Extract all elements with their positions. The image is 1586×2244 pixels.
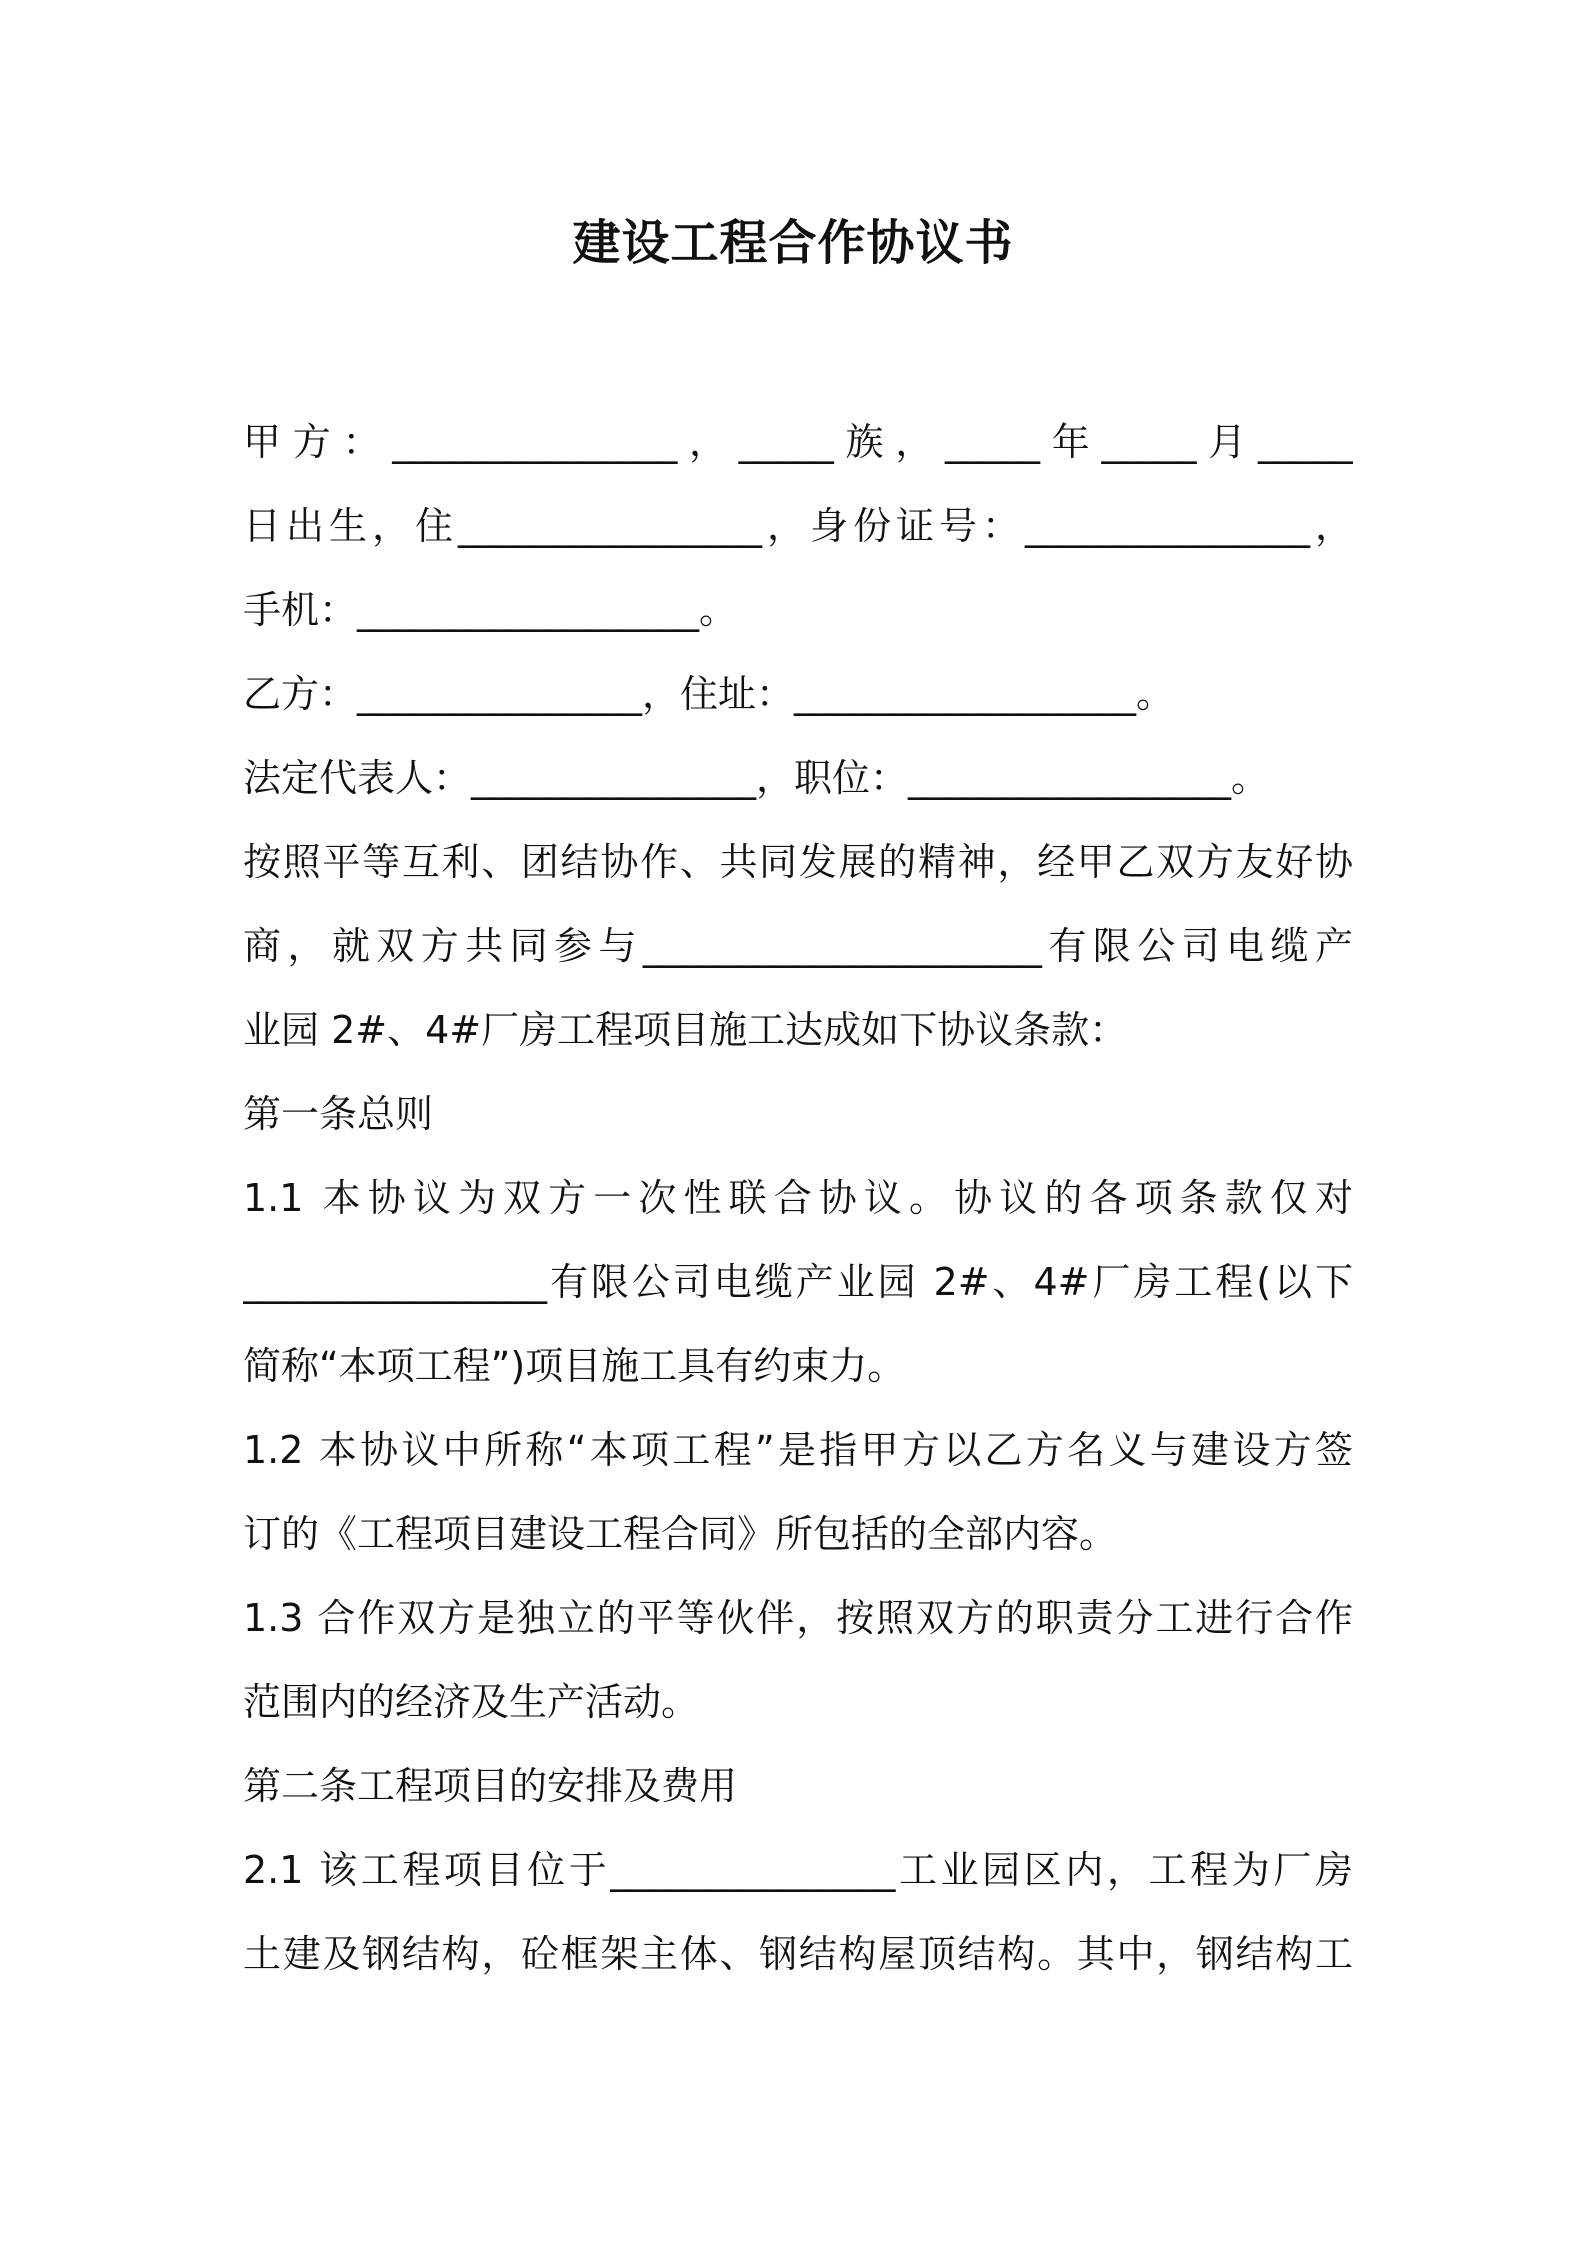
clause-2-1-line-2: 土建及钢结构，砼框架主体、钢结构屋顶结构。其中，钢结构工 (243, 1932, 1353, 1976)
clause-1-2-line-2: 订的《工程项目建设工程合同》所包括的全部内容。 (243, 1512, 1118, 1556)
clause-1-1-line-2: ________________有限公司电缆产业园 2#、4#厂房工程(以下 (243, 1260, 1353, 1304)
document-body (243, 400, 1353, 1996)
party-a-line-1: 甲方：_______________，_____族，_____年_____月_____ (243, 420, 1353, 464)
clause-1-1-line-3: 简称“本项工程”)项目施工具有约束力。 (243, 1344, 906, 1388)
party-b-line: 乙方：_______________，住址：__________________。 (243, 672, 1175, 716)
party-a-line-2: 日出生，住________________，身份证号：_______________， (243, 504, 1353, 548)
clause-1-3-line-1: 1.3 合作双方是独立的平等伙伴，按照双方的职责分工进行合作 (243, 1596, 1353, 1640)
party-a-phone-line: 手机：__________________。 (243, 588, 738, 632)
legal-representative-line: 法定代表人：_______________，职位：_________________。 (243, 756, 1270, 800)
article-2-heading: 第二条工程项目的安排及费用 (243, 1764, 738, 1808)
article-1-heading: 第一条总则 (243, 1092, 434, 1136)
clause-1-2-line-1: 1.2 本协议中所称“本项工程”是指甲方以乙方名义与建设方签 (243, 1428, 1353, 1472)
document-title: 建设工程合作协议书 (572, 215, 1014, 271)
clause-2-1-line-1: 2.1 该工程项目位于_______________工业园区内，工程为厂房 (243, 1848, 1353, 1892)
clause-1-1-line-1: 1.1 本协议为双方一次性联合协议。协议的各项条款仅对 (243, 1176, 1353, 1220)
clause-1-3-line-2: 范围内的经济及生产活动。 (243, 1680, 700, 1724)
preamble-line-3: 业园 2#、4#厂房工程项目施工达成如下协议条款： (243, 1008, 1128, 1052)
preamble-line-2: 商，就双方共同参与_____________________有限公司电缆产 (243, 924, 1353, 968)
preamble-line-1: 按照平等互利、团结协作、共同发展的精神，经甲乙双方友好协 (243, 840, 1353, 884)
